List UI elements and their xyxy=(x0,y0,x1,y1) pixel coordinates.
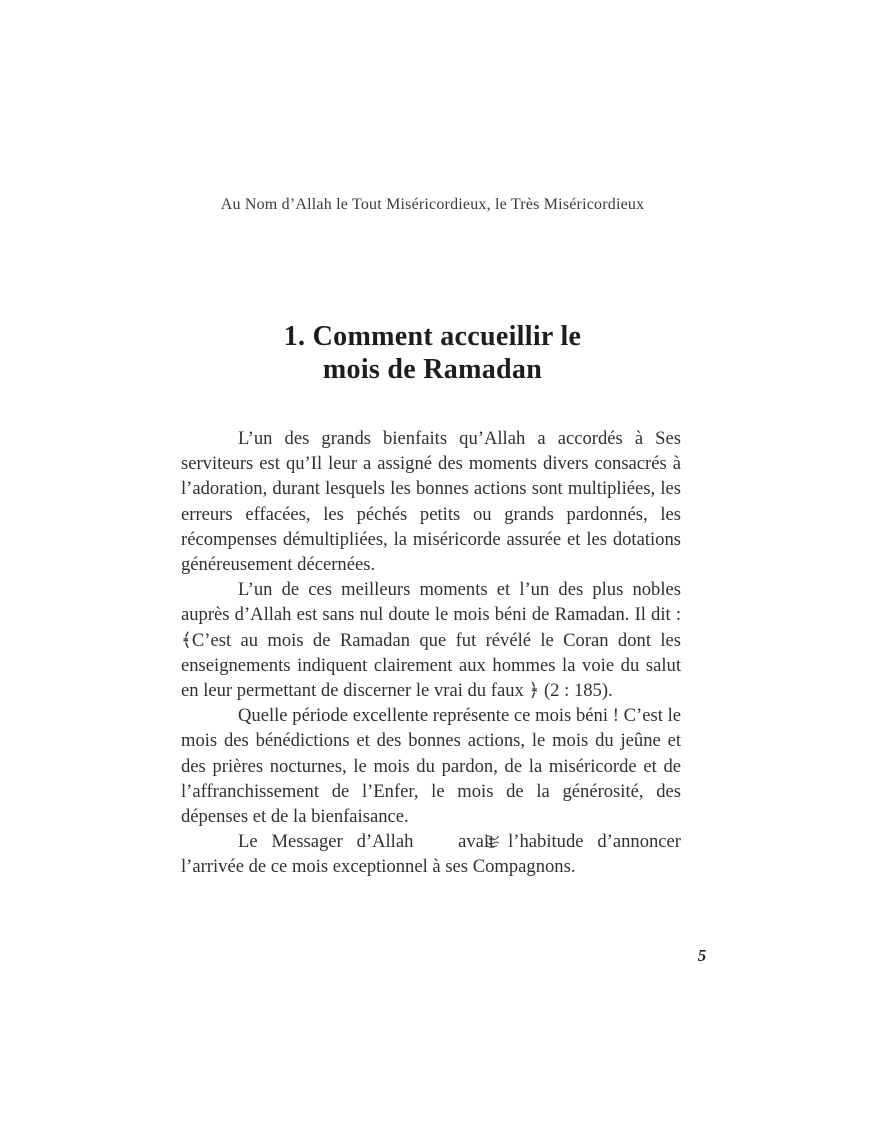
pbuh-calligraphy-icon xyxy=(427,834,444,849)
paragraph-1: L’un des grands bienfaits qu’Allah a accordés à Ses serviteurs est qu’Il leur a assigné des moments divers consacrés à l’adoration, durant lesquels les bonnes actions sont multipliées, les erreurs effacées, les péchés petits ou grands pardonnés, les récompenses démultipliées, la miséricorde assurée et les dotations généreusement décernées. xyxy=(181,428,681,576)
chapter-title-line-1: 1. Comment accueillir le xyxy=(283,321,582,352)
page-number: 5 xyxy=(697,946,707,965)
body-text xyxy=(181,426,681,880)
paragraph-2: L’un de ces meilleurs moments et l’un des plus nobles auprès d’Allah est sans nul doute le mois béni de Ramadan. Il dit : ﴾C’est au mois de Ramadan que fut révélé le Coran dont les enseignements indiquent clairement aux hommes la voie du salut en leur permettant de discerner le vrai du faux ﴿ (2 : 185). xyxy=(181,579,681,702)
chapter-title-line-2: mois de Ramadan xyxy=(322,354,543,385)
paragraph-4 xyxy=(181,829,681,879)
bismillah-header: Au Nom d’Allah le Tout Miséricordieux, le Très Miséricordieux xyxy=(220,196,645,213)
chapter-title xyxy=(180,320,685,386)
paragraph-3: Quelle période excellente représente ce mois béni ! C’est le mois des bénédictions et des bonnes actions, le mois du jeûne et des prières nocturnes, le mois du pardon, de la miséricorde et de l’affranchissement de l’Enfer, le mois de la générosité, des dépenses et de la bienfaisance. xyxy=(181,705,681,828)
paragraph-4-after: avait l’habitude d’annoncer l’arrivée de ce mois exceptionnel à ses Compagnons. xyxy=(181,831,682,878)
paragraph-4-before: Le Messager d’Allah xyxy=(238,831,428,853)
